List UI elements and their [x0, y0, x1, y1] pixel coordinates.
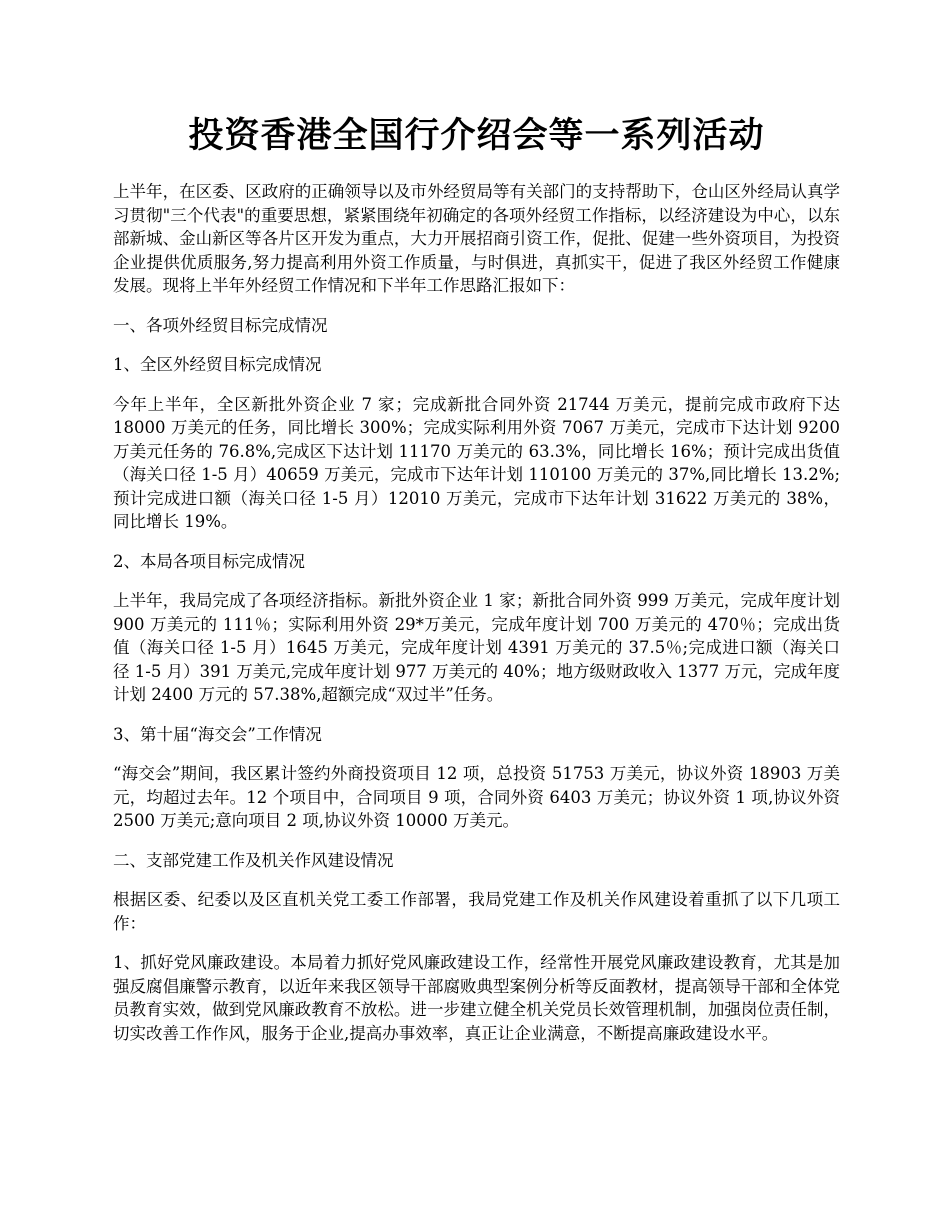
section-heading-1: 一、各项外经贸目标完成情况 [113, 315, 328, 335]
section-heading-2: 二、支部党建工作及机关作风建设情况 [113, 850, 394, 870]
integrity-paragraph: 1、抓好党风廉政建设。本局着力抓好党风廉政建设工作，经常性开展党风廉政建设教育，尤其是加强反腐倡廉警示教育，以近年来我区领导干部腐败典型案例分析等反面教材，提高领导干部和全体党员教育实效，做到党风廉政教育不放松。进一步建立健全机关党员长效管理机制，加强岗位责任制，切实改善工作作风，服务于企业,提高办事效率，真正让企业满意，不断提高廉政建设水平。 [113, 953, 840, 1043]
intro-paragraph: 上半年，在区委、区政府的正确领导以及市外经贸局等有关部门的支持帮助下，仓山区外经局认真学习贯彻"三个代表"的重要思想，紧紧围绕年初确定的各项外经贸工作指标，以经济建设为中心，以东部新城、金山新区等各片区开发为重点，大力开展招商引资工作，促批、促建一些外资项目，为投资企业提供优质服务,努力提高利用外资工作质量，与时俱进，真抓实干，促进了我区外经贸工作健康发展。现将上半年外经贸工作情况和下半年工作思路汇报如下： [113, 182, 840, 295]
party-building-intro-paragraph: 根据区委、纪委以及区直机关党工委工作部署，我局党建工作及机关作风建设着重抓了以下几项工作： [113, 890, 840, 933]
subsection-heading-1-2: 2、本局各项目标完成情况 [113, 551, 305, 571]
document-body [113, 180, 840, 1045]
district-targets-paragraph: 今年上半年，全区新批外资企业 7 家；完成新批合同外资 21744 万美元，提前完成市政府下达 18000 万美元的任务，同比增长 300%；完成实际利用外资 7067 万美元，完成市下达计划 9200 万美元任务的 76.8%,完成区下达计划 11170 万美元的 63.3%，同比增长 16%；预计完成出货值（海关口径 1-5 月）40659 万美元，完成市下达年计划 110100 万美元的 37%,同比增长 13.2%;预计完成进口额（海关口径 1-5 月）12010 万美元，完成市下达年计划 31622 万美元的 38%，同比增长 19%。 [113, 394, 840, 531]
subsection-heading-1-3: 3、第十届“海交会”工作情况 [113, 724, 322, 744]
document-page [113, 112, 840, 1061]
subsection-heading-1-1: 1、全区外经贸目标完成情况 [113, 355, 322, 374]
document-title: 投资香港全国行介绍会等一系列活动 [188, 115, 765, 156]
expo-paragraph: “海交会”期间，我区累计签约外商投资项目 12 项，总投资 51753 万美元，协议外资 18903 万美元，均超过去年。12 个项目中，合同项目 9 项，合同外资 6403 万美元；协议外资 1 项,协议外资 2500 万美元;意向项目 2 项,协议外资 10000 万美元。 [113, 764, 840, 830]
bureau-targets-paragraph: 上半年，我局完成了各项经济指标。新批外资企业 1 家；新批合同外资 999 万美元，完成年度计划 900 万美元的 111％；实际利用外资 29*万美元，完成年度计划 700 万美元的 470％；完成出货值（海关口径 1-5 月）1645 万美元，完成年度计划 4391 万美元的 37.5％;完成进口额（海关口径 1-5 月）391 万美元,完成年度计划 977 万美元的 40%；地方级财政收入 1377 万元，完成年度计划 2400 万元的 57.38%,超额完成“双过半”任务。 [113, 591, 840, 704]
